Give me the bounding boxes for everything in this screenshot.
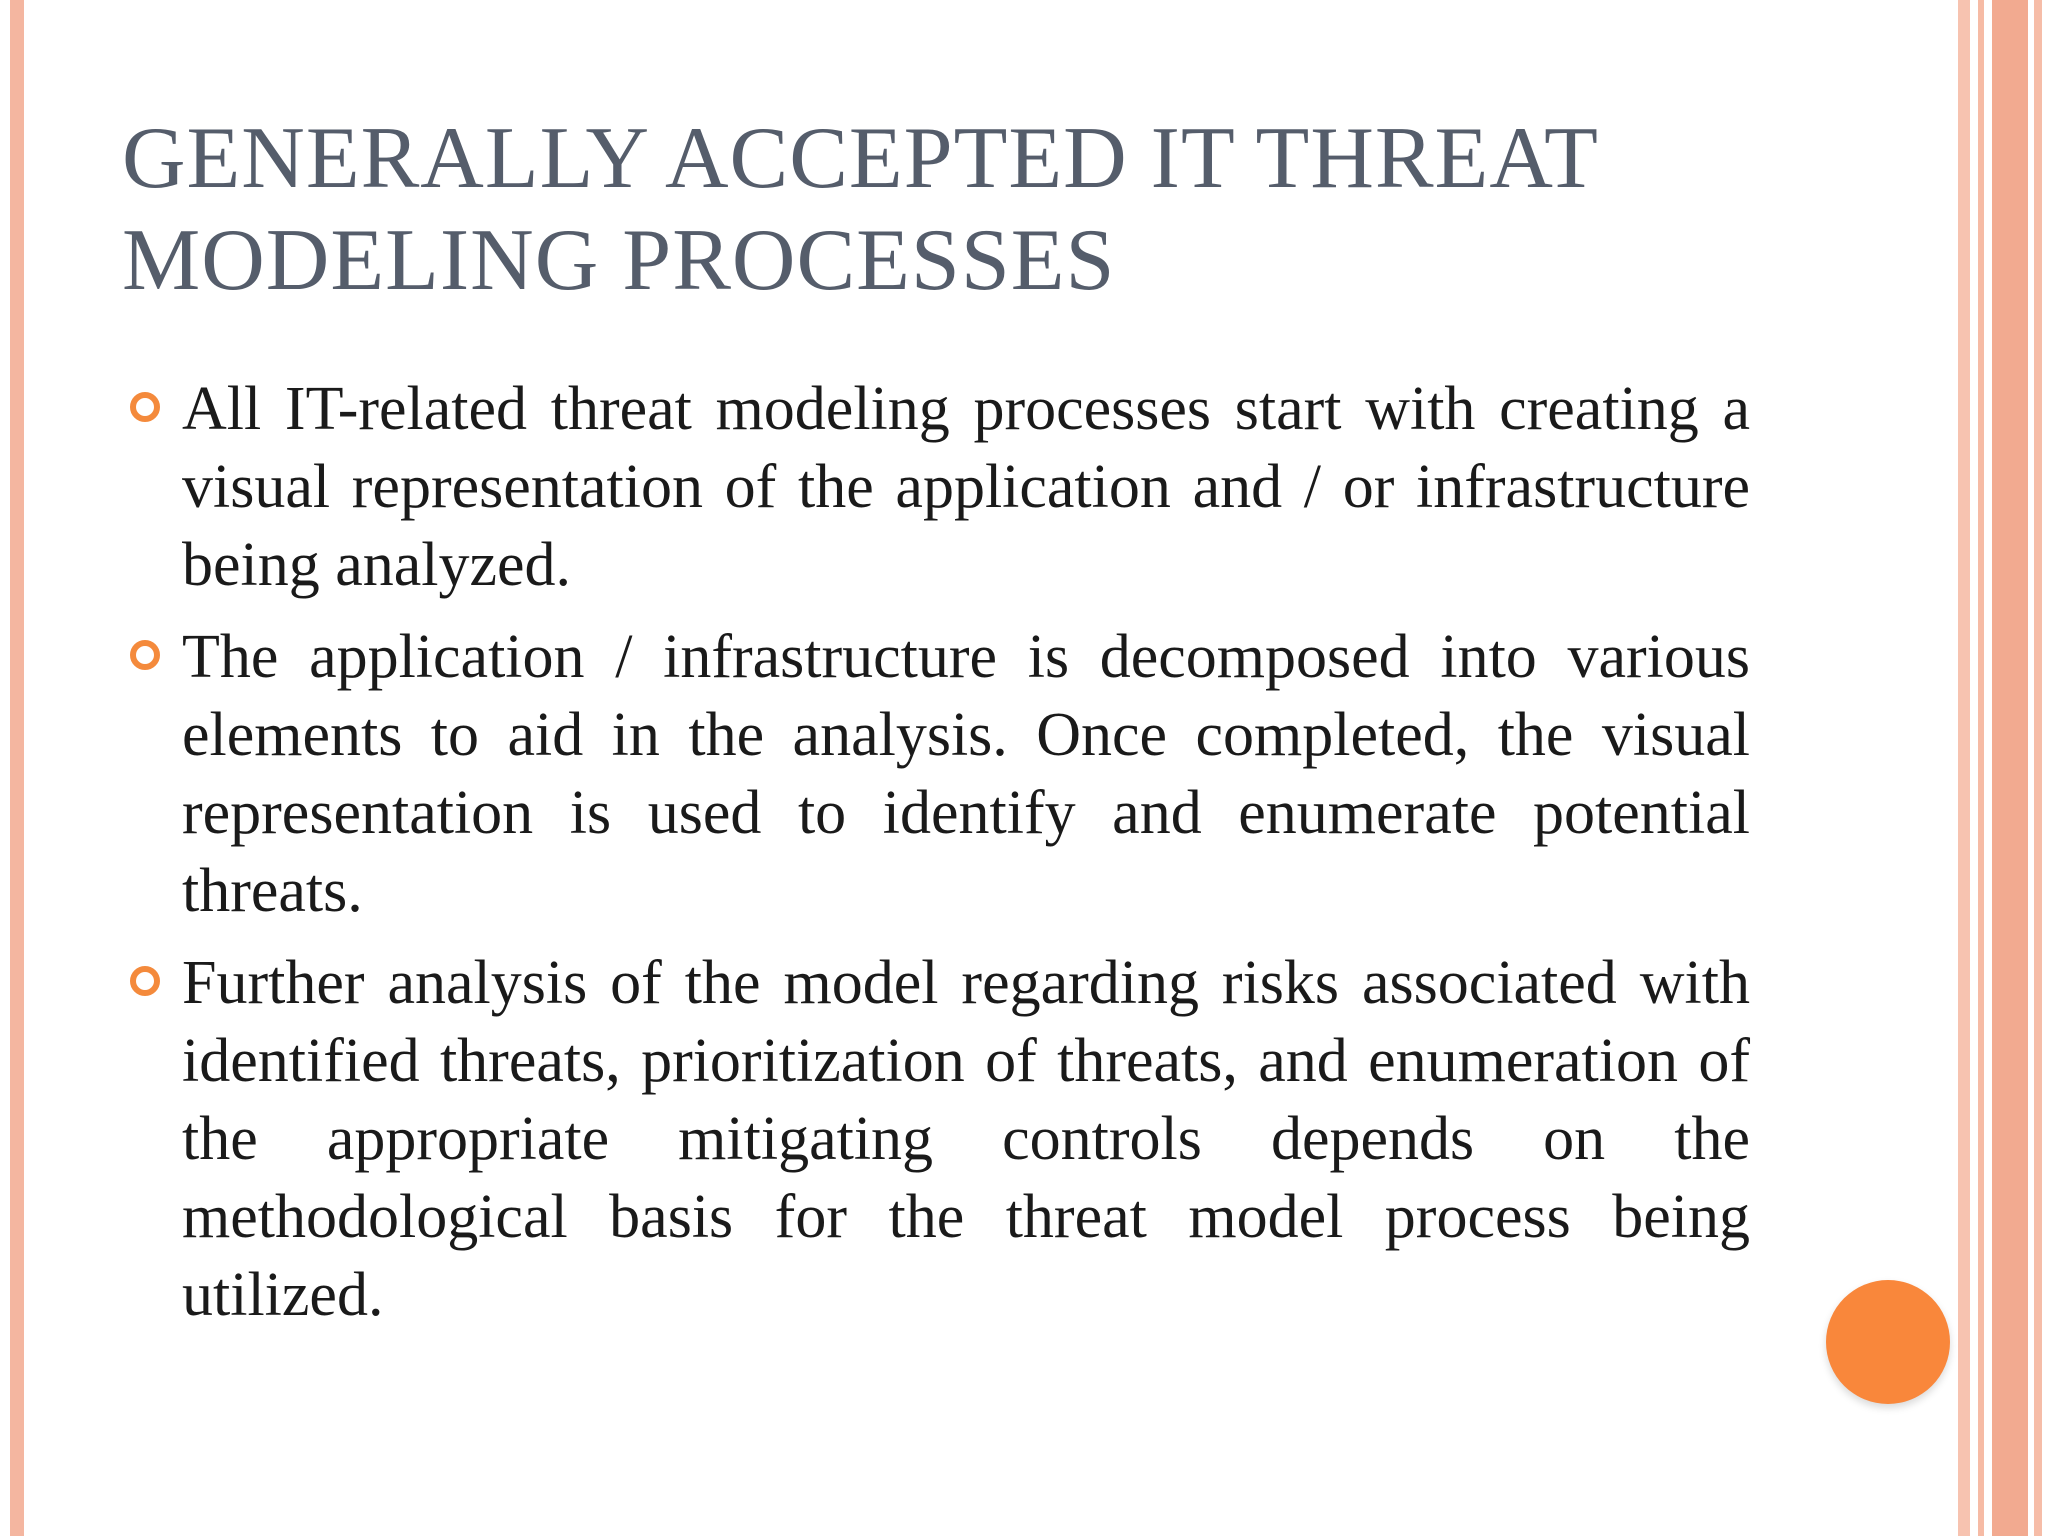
bullet-text: All IT-related threat modeling processes start with creating a visual representation of the application and / or infrastructure being analyzed. — [182, 375, 1750, 599]
hollow-circle-bullet-icon — [130, 392, 160, 422]
bullet-item — [138, 618, 1750, 930]
slide-title — [122, 108, 1762, 312]
right-decorative-stripe — [2034, 0, 2042, 1536]
bullet-text: The application / infrastructure is decomposed into various elements to aid in the analysis. Once completed, the visual representation is used to identify and enumerate potential threats. — [182, 623, 1750, 925]
hollow-circle-bullet-icon — [130, 640, 160, 670]
hollow-circle-bullet-icon — [130, 966, 160, 996]
title-line-2: MODELING PROCESSES — [122, 212, 1116, 309]
orange-circle-decoration-icon — [1826, 1280, 1950, 1404]
bullet-list — [138, 370, 1750, 1348]
title-line-1: GENERALLY ACCEPTED IT THREAT — [122, 110, 1599, 207]
right-decorative-stripe — [1958, 0, 1970, 1536]
left-decorative-stripe — [10, 0, 24, 1536]
bullet-text: Further analysis of the model regarding risks associated with identified threats, prioritization of threats, and enumeration of the appropriate mitigating controls depends on the methodological basis for the threat model process being utilized. — [182, 949, 1750, 1329]
bullet-item — [138, 944, 1750, 1334]
bullet-item — [138, 370, 1750, 604]
right-decorative-stripe — [1992, 0, 2028, 1536]
right-decorative-stripe — [1978, 0, 1984, 1536]
